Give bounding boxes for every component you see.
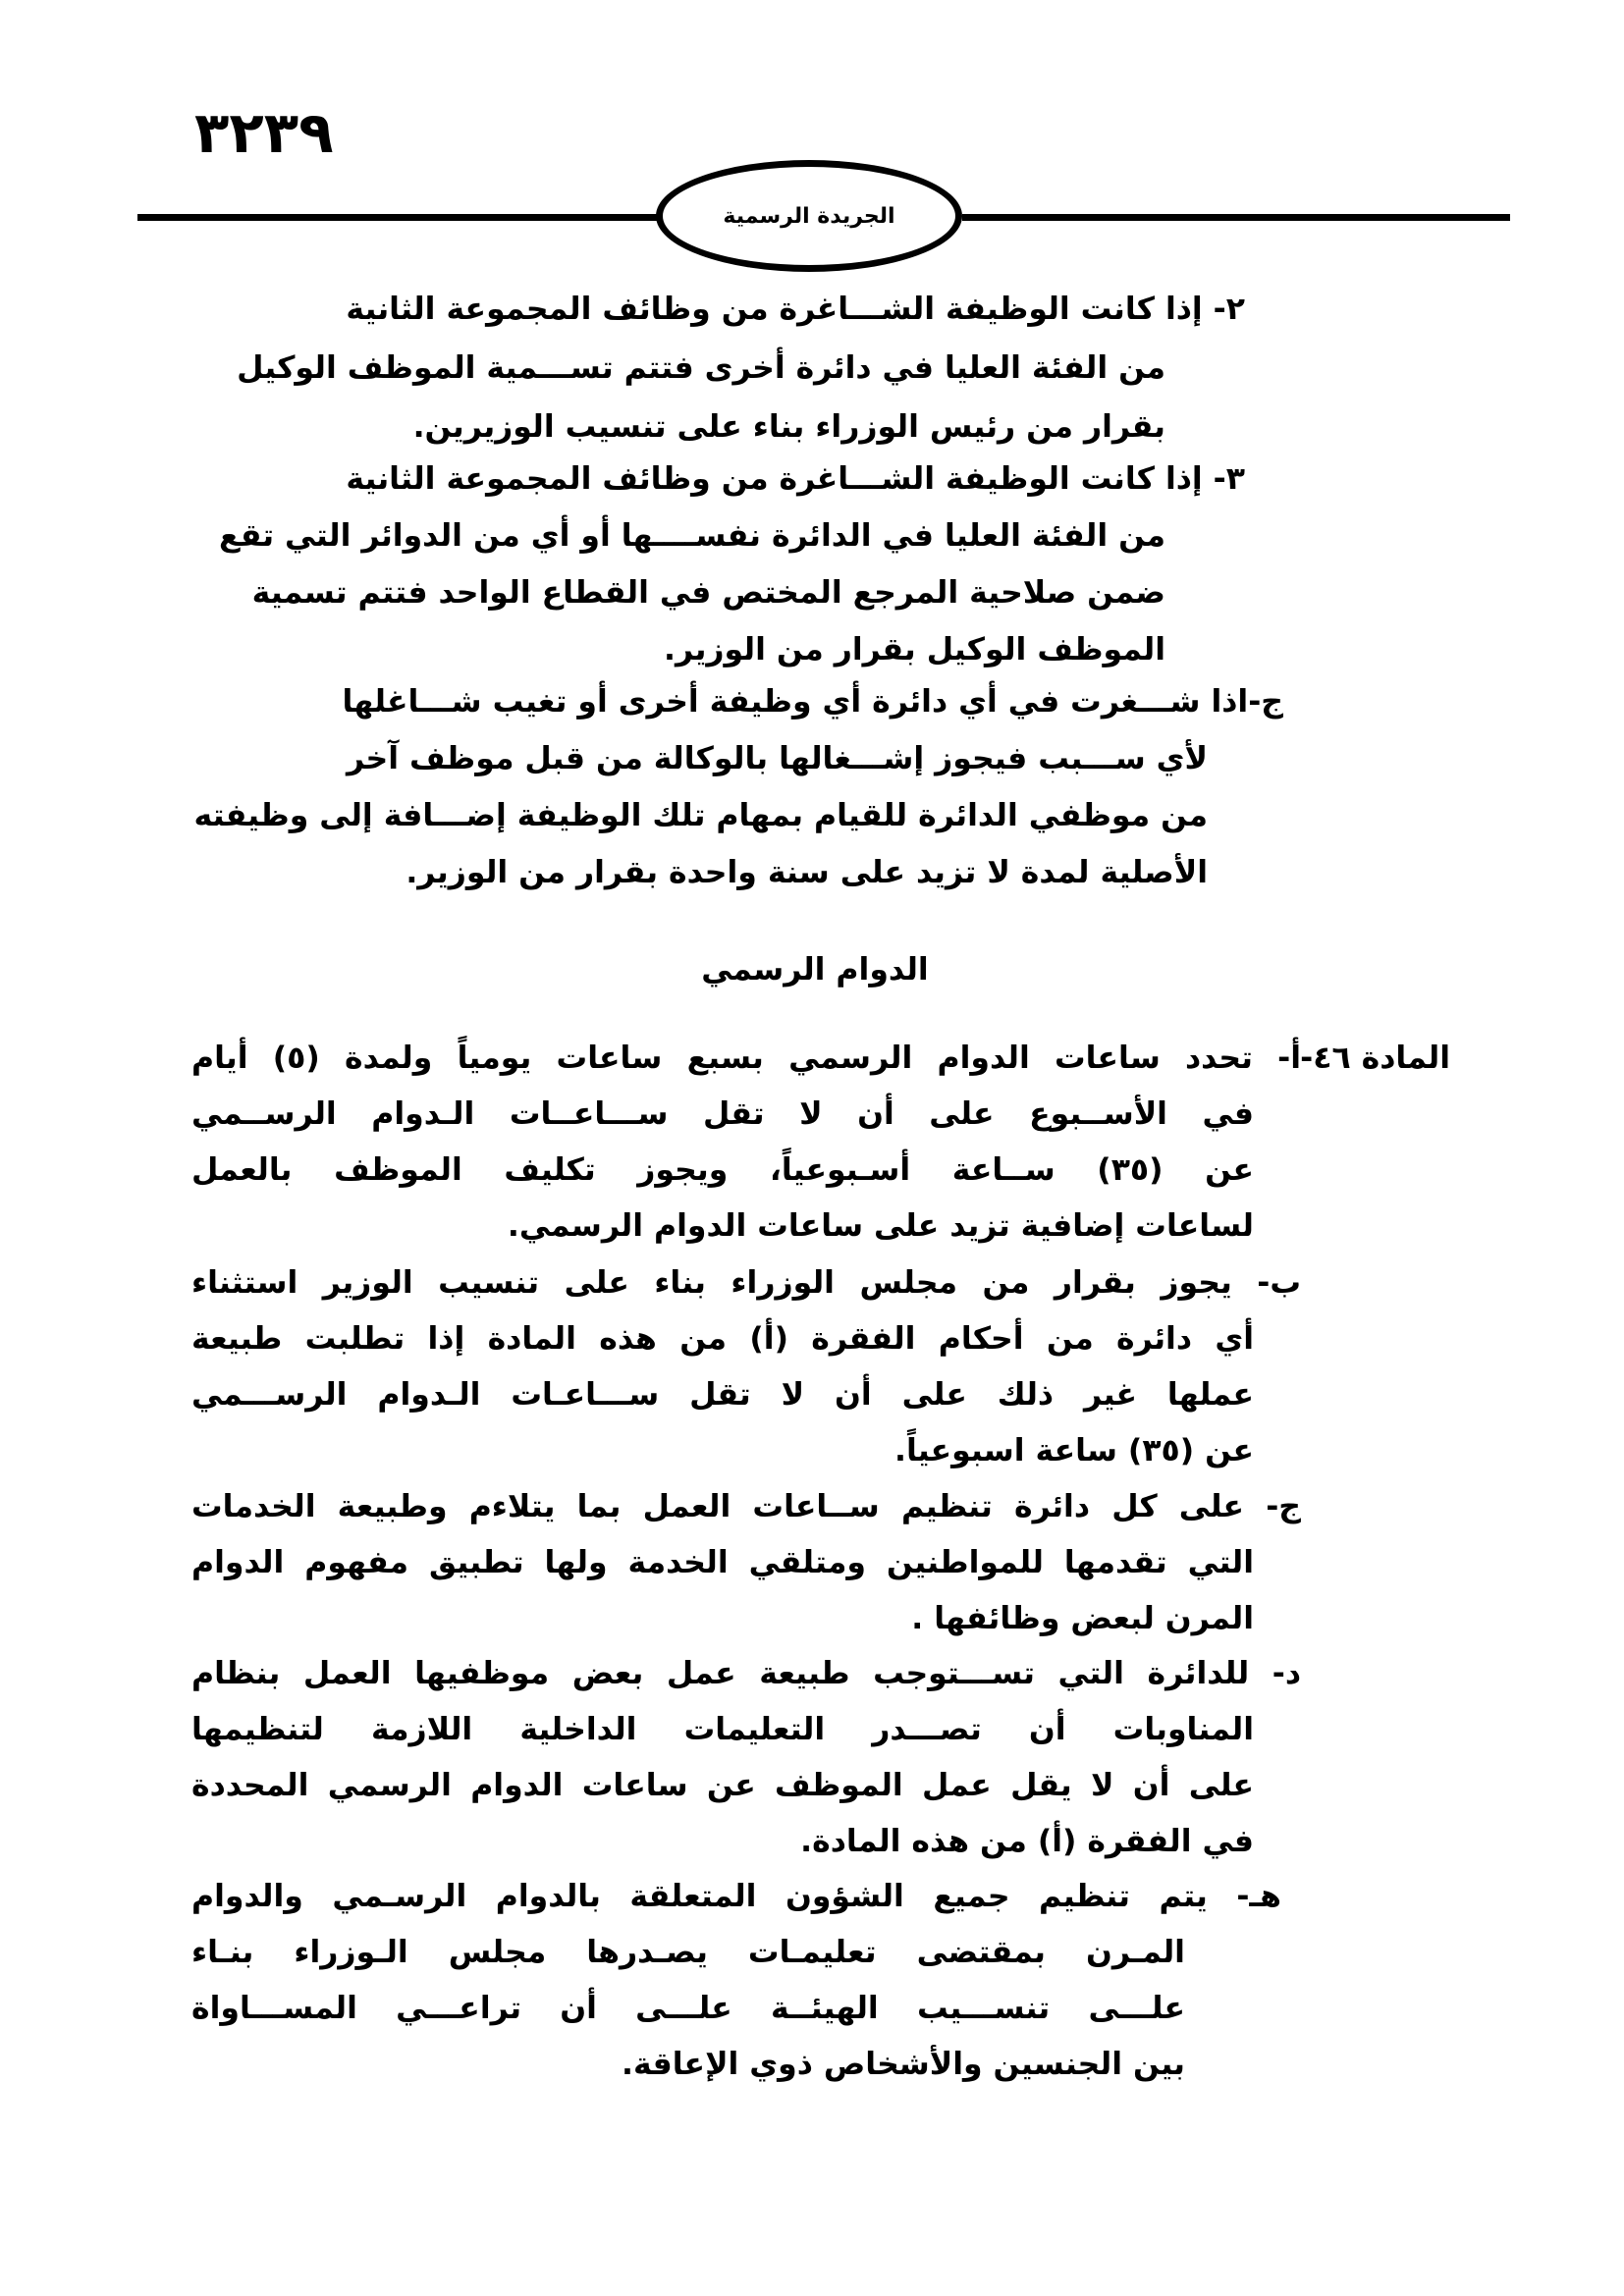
text-line: أ- تحدد ساعات الدوام الرسمي بسبع ساعات يومياً ولمدة (٥) أيام	[191, 1041, 1302, 1076]
section-heading: الدوام الرسمي	[701, 952, 929, 988]
text-line: على أن لا يقل عمل الموظف عن ساعات الدوام الرسمي المحددة	[191, 1768, 1254, 1803]
text-line: ٣- إذا كانت الوظيفة الشـــاغرة من وظائف المجموعة الثانية	[346, 461, 1245, 497]
text-line: ب- يجوز بقرار من مجلس الوزراء بناء على تنسيب الوزير استثناء	[191, 1265, 1301, 1301]
text-line: عن (٣٥) ســاعة أسـبوعياً، ويجوز تكليف الموظف بالعمل	[191, 1152, 1254, 1188]
text-line: لساعات إضافية تزيد على ساعات الدوام الرسمي.	[507, 1208, 1254, 1244]
text-line: هـ- يتم تنظيم جميع الشؤون المتعلقة بالدوام الرسـمي والدوام	[191, 1879, 1281, 1914]
text-line: لأي ســـبب فيجوز إشـــغالها بالوكالة من قبل موظف آخر	[346, 741, 1208, 776]
text-line: ٢- إذا كانت الوظيفة الشـــاغرة من وظائف المجموعة الثانية	[346, 292, 1245, 327]
article-label: المادة ٤٦-	[1300, 1041, 1450, 1076]
text-line: أي دائرة من أحكام الفقرة (أ) من هذه المادة إذا تطلبت طبيعة	[191, 1321, 1254, 1357]
text-line: المـرن بمقتضى تعليمـات يصـدرها مجلس الـوزراء بنـاء	[191, 1935, 1185, 1970]
text-line: عن (٣٥) ساعة اسبوعياً.	[894, 1433, 1254, 1468]
text-line: ج- على كل دائرة تنظيم ســاعات العمل بما يتلاءم وطبيعة الخدمات	[191, 1489, 1301, 1524]
page-number: ٣٢٣٩	[194, 99, 334, 166]
text-line: عملها غير ذلك على أن لا تقل ســـاعـات الـدوام الرســـمي	[191, 1377, 1254, 1413]
text-line: ضمن صلاحية المرجع المختص في القطاع الواحد فتتم تسمية	[251, 575, 1165, 611]
text-line: ج-اذا شـــغرت في أي دائرة أي وظيفة أخرى أو تغيب شـــاغلها	[342, 684, 1283, 720]
text-line: المرن لبعض وظائفها .	[911, 1601, 1254, 1636]
text-line: د- للدائرة التي تســـتوجب طبيعة عمل بعض موظفيها العمل بنظام	[191, 1656, 1301, 1691]
text-line: من الفئة العليا في الدائرة نفســــها أو أي من الدوائر التي تقع	[219, 518, 1165, 554]
text-line: في الفقرة (أ) من هذه المادة.	[800, 1824, 1254, 1859]
text-line: من موظفي الدائرة للقيام بمهام تلك الوظيفة إضـــافة إلى وظيفته	[193, 798, 1208, 833]
text-line: بقرار من رئيس الوزراء بناء على تنسيب الوزيرين.	[412, 409, 1165, 445]
text-line: الموظف الوكيل بقرار من الوزير.	[664, 632, 1165, 667]
gazette-title: الجريدة الرسمية	[723, 203, 895, 229]
text-line: من الفئة العليا في دائرة أخرى فتتم تســـمية الموظف الوكيل	[237, 350, 1165, 386]
text-line: في الأســبوع على أن لا تقل ســـاعــات الـدوام الرســمي	[191, 1096, 1254, 1132]
text-line: التي تقدمها للمواطنين ومتلقي الخدمة ولها تطبيق مفهوم الدوام	[191, 1545, 1254, 1580]
text-line: بين الجنسين والأشخاص ذوي الإعاقة.	[622, 2047, 1185, 2082]
text-line: المناوبات أن تصـــدر التعليمات الداخلية اللازمة لتنظيمها	[191, 1712, 1254, 1747]
text-line: علـــى تنســـيب الهيئــة علـــى أن تراعـــي المســـاواة	[191, 1991, 1185, 2026]
text-line: الأصلية لمدة لا تزيد على سنة واحدة بقرار من الوزير.	[406, 855, 1208, 890]
